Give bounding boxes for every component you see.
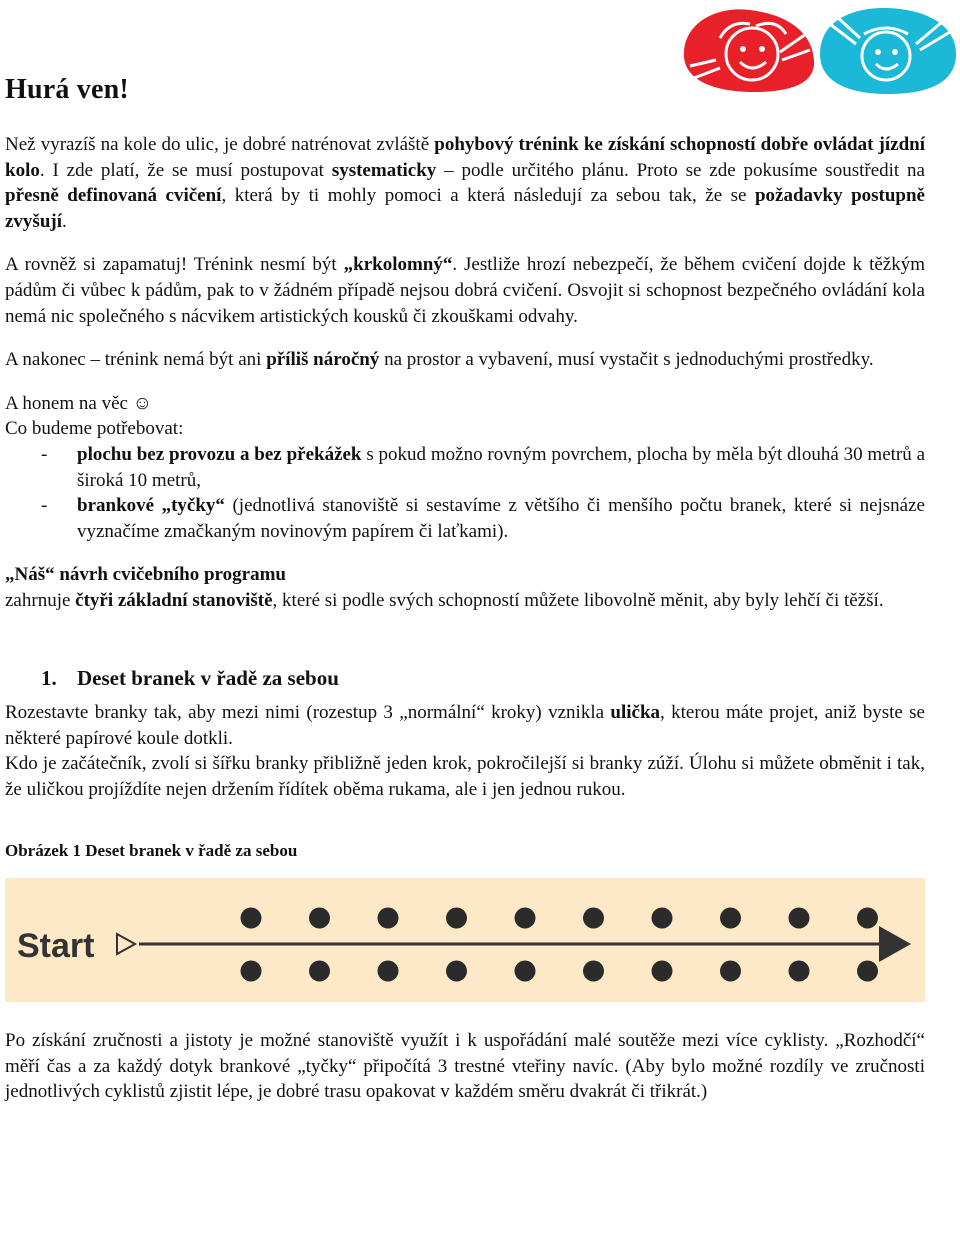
gate-dot [720, 908, 741, 929]
page-title: Hurá ven! [5, 74, 129, 105]
section-heading [5, 666, 925, 692]
gate-dot [652, 961, 673, 982]
gate-dot [241, 961, 262, 982]
gate-dot [857, 908, 878, 929]
bold-span: pohybový trénink ke získání schopností dobře ovládat jízdní kolo [5, 134, 925, 181]
text-span: A nakonec – trénink nemá být ani [5, 349, 267, 371]
text-span: (jednotlivá stanoviště si sestavíme z většího či menšího počtu branek, které si nejsnáze vyznačíme zmačkaným novinovým papírem či laťkami). [77, 495, 925, 542]
gate-dot [378, 908, 399, 929]
gate-dot [789, 908, 810, 929]
competition-paragraph: Po získání zručnosti a jistoty je možné stanoviště využít i k uspořádání malé soutěže mezi více cyklisty. „Rozhodčí“ měří čas a za každý dotyk brankové „tyčky“ připočítá 3 trestné vteřiny navíc. (Aby bylo možné rozdíly ve zručnosti jednotlivých cyklistů zjistit lépe, je dobré trasu opakovat v každém směru dvakrát či třikrát.) [5, 1030, 925, 1103]
text-span: . I zde platí, že se musí postupovat [39, 159, 332, 181]
bold-span: systematicky [331, 159, 437, 181]
list-item [5, 442, 925, 493]
logo-cyan-child [820, 8, 956, 94]
section-paragraph [5, 700, 925, 751]
list-item [5, 493, 925, 544]
document-body [5, 132, 925, 1105]
gate-dot [857, 961, 878, 982]
gate-dot [446, 908, 467, 929]
logo-image [680, 4, 958, 94]
text-span: , která by ti mohly pomoci a která následují za sebou tak, že se [221, 185, 755, 207]
section-number: 1. [41, 665, 57, 690]
gate-dot [652, 908, 673, 929]
gate-dot [515, 961, 536, 982]
figure-background [5, 878, 925, 1002]
bold-span: „krkolomný“ [343, 254, 453, 276]
text-span: A rovněž si zapamatuj! Trénink nesmí být [5, 254, 344, 276]
text-span: , kterou máte projet, aniž byste se některé papírové koule dotkli. [5, 702, 925, 749]
text-span: . [62, 210, 67, 232]
bold-span: přesně definovaná cvičení [5, 185, 222, 207]
text-span: . Jestliže hrozí nebezpečí, že během cvičení dojde k těžkým pádům či vůbec k pádům, pak to v žádném případě nejsou dobrá cvičení. Osvojit si schopnost bezpečného ovládání kola nemá nic společného s nácvikem artistických kousků či zkouškami odvahy. [5, 254, 925, 327]
text-span: – podle určitého plánu. Proto se zde pokusíme soustředit na [436, 159, 925, 181]
gate-dot [515, 908, 536, 929]
text-span: , které si podle svých schopností můžete libovolně měnit, aby byly lehčí či těžší. [272, 589, 884, 611]
gate-dot [789, 961, 810, 982]
bold-span: požadavky postupně zvyšují [5, 185, 925, 232]
logo-red-child [684, 9, 814, 92]
program-heading: „Náš“ návrh cvičebního programu [5, 564, 286, 586]
text-span: Rozestavte branky tak, aby mezi nimi (rozestup 3 „normální“ kroky) vznikla [5, 702, 611, 724]
needs-line: Co budeme potřebovat: [5, 418, 184, 440]
start-label: Start [17, 927, 95, 966]
text-span: zahrnuje [5, 589, 76, 611]
bold-span: příliš náročný [266, 349, 380, 371]
start-line: A honem na věc ☺ [5, 392, 153, 414]
bold-span: brankové „tyčky“ [77, 495, 225, 517]
gate-dot [583, 961, 604, 982]
bold-span: ulička [610, 702, 661, 724]
figure-gates [5, 878, 925, 1002]
text-span: s pokud možno rovným povrchem, plocha by měla být dlouhá 30 metrů a široká 10 metrů, [77, 443, 926, 491]
program-paragraph [5, 588, 925, 614]
gate-dot [720, 961, 741, 982]
bold-span: plochu bez provozu a bez překážek [77, 443, 362, 465]
gate-dot [309, 908, 330, 929]
gate-dot [378, 961, 399, 982]
needs-list [5, 442, 925, 544]
intro-paragraph [5, 132, 925, 234]
section-paragraph: Kdo je začátečník, zvolí si šířku branky přibližně jeden krok, pokročilejší si branky zúží. Úlohu si můžete obměnit i tak, že uličkou projíždíte nejen držením řídítek oběma rukama, ale i jen jednou rukou. [5, 753, 925, 800]
equipment-paragraph [5, 347, 925, 373]
bold-span: čtyři základní stanoviště [75, 589, 273, 611]
text-span: Než vyrazíš na kole do ulic, je dobré natrénovat zvláště [5, 134, 435, 155]
gate-dot [583, 908, 604, 929]
text-span: na prostor a vybavení, musí vystačit s jednoduchými prostředky. [379, 349, 874, 371]
gate-dot [309, 961, 330, 982]
warning-paragraph [5, 252, 925, 329]
gate-dot [241, 908, 262, 929]
figure-caption: Obrázek 1 Deset branek v řadě za sebou [5, 841, 298, 861]
section-title: Deset branek v řadě za sebou [77, 665, 339, 690]
gate-dot [446, 961, 467, 982]
